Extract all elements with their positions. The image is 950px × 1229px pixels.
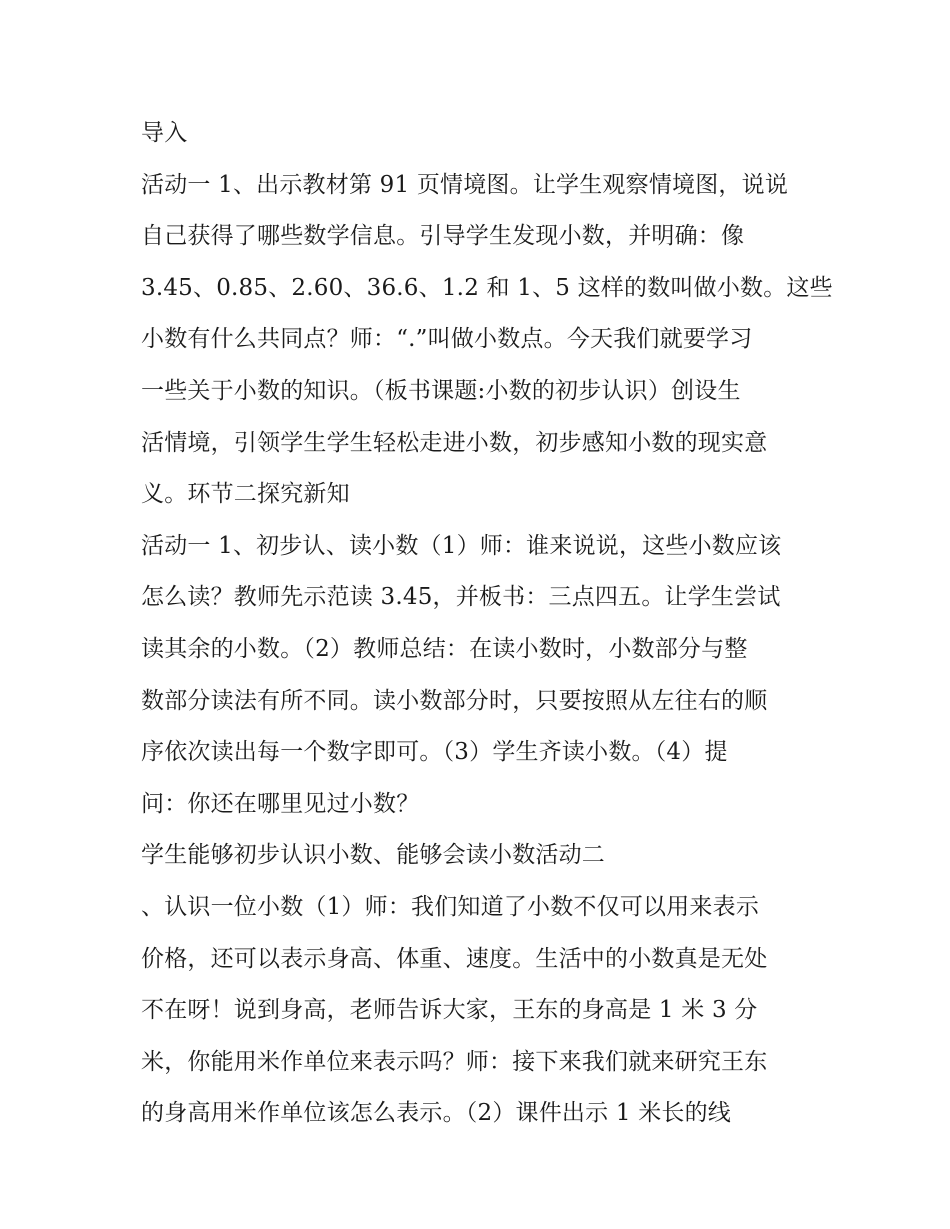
text-line: 怎么读？教师先示范读 3.45，并板书：三点四五。让学生尝试 xyxy=(141,584,781,611)
text-line: 、认识一位小数（1）师：我们知道了小数不仅可以用来表示 xyxy=(141,893,760,920)
text-line: 米，你能用米作单位来表示吗？师：接下来我们就来研究王东 xyxy=(141,1048,768,1075)
text-line-heading: 导入 xyxy=(141,120,188,146)
text-line: 序依次读出每一个数字即可。（3）学生齐读小数。（4）提 xyxy=(141,739,728,766)
text-line: 自己获得了哪些数学信息。引导学生发现小数，并明确：像 xyxy=(141,223,745,250)
text-line: 小数有什么共同点？师：“.”叫做小数点。今天我们就要学习 xyxy=(141,326,753,353)
text-line: 问：你还在哪里见过小数？ xyxy=(141,790,420,817)
text-line: 价格，还可以表示身高、体重、速度。生活中的小数真是无处 xyxy=(141,945,768,972)
text-line: 数部分读法有所不同。读小数部分时，只要按照从左往右的顺 xyxy=(141,687,768,714)
text-line: 的身高用米作单位该怎么表示。（2）课件出示 1 米长的线 xyxy=(141,1100,731,1127)
text-line: 一些关于小数的知识。（板书课题:小数的初步认识）创设生 xyxy=(141,377,741,404)
text-line: 活动一 1、出示教材第 91 页情境图。让学生观察情境图，说说 xyxy=(141,171,789,198)
text-line: 读其余的小数。（2）教师总结：在读小数时，小数部分与整 xyxy=(141,635,748,662)
text-line: 义。环节二探究新知 xyxy=(141,481,350,508)
text-line: 不在呀！说到身高，老师告诉大家，王东的身高是 1 米 3 分 xyxy=(141,997,758,1024)
text-line: 活动一 1、初步认、读小数（1）师：谁来说说，这些小数应该 xyxy=(141,532,782,559)
text-line: 3.45、0.85、2.60、36.6、1.2 和 1、5 这样的数叫做小数。这些 xyxy=(141,274,833,301)
text-line: 学生能够初步认识小数、能够会读小数活动二 xyxy=(141,842,605,869)
body-text xyxy=(141,108,833,1140)
text-line: 活情境，引领学生学生轻松走进小数，初步感知小数的现实意 xyxy=(141,429,768,456)
